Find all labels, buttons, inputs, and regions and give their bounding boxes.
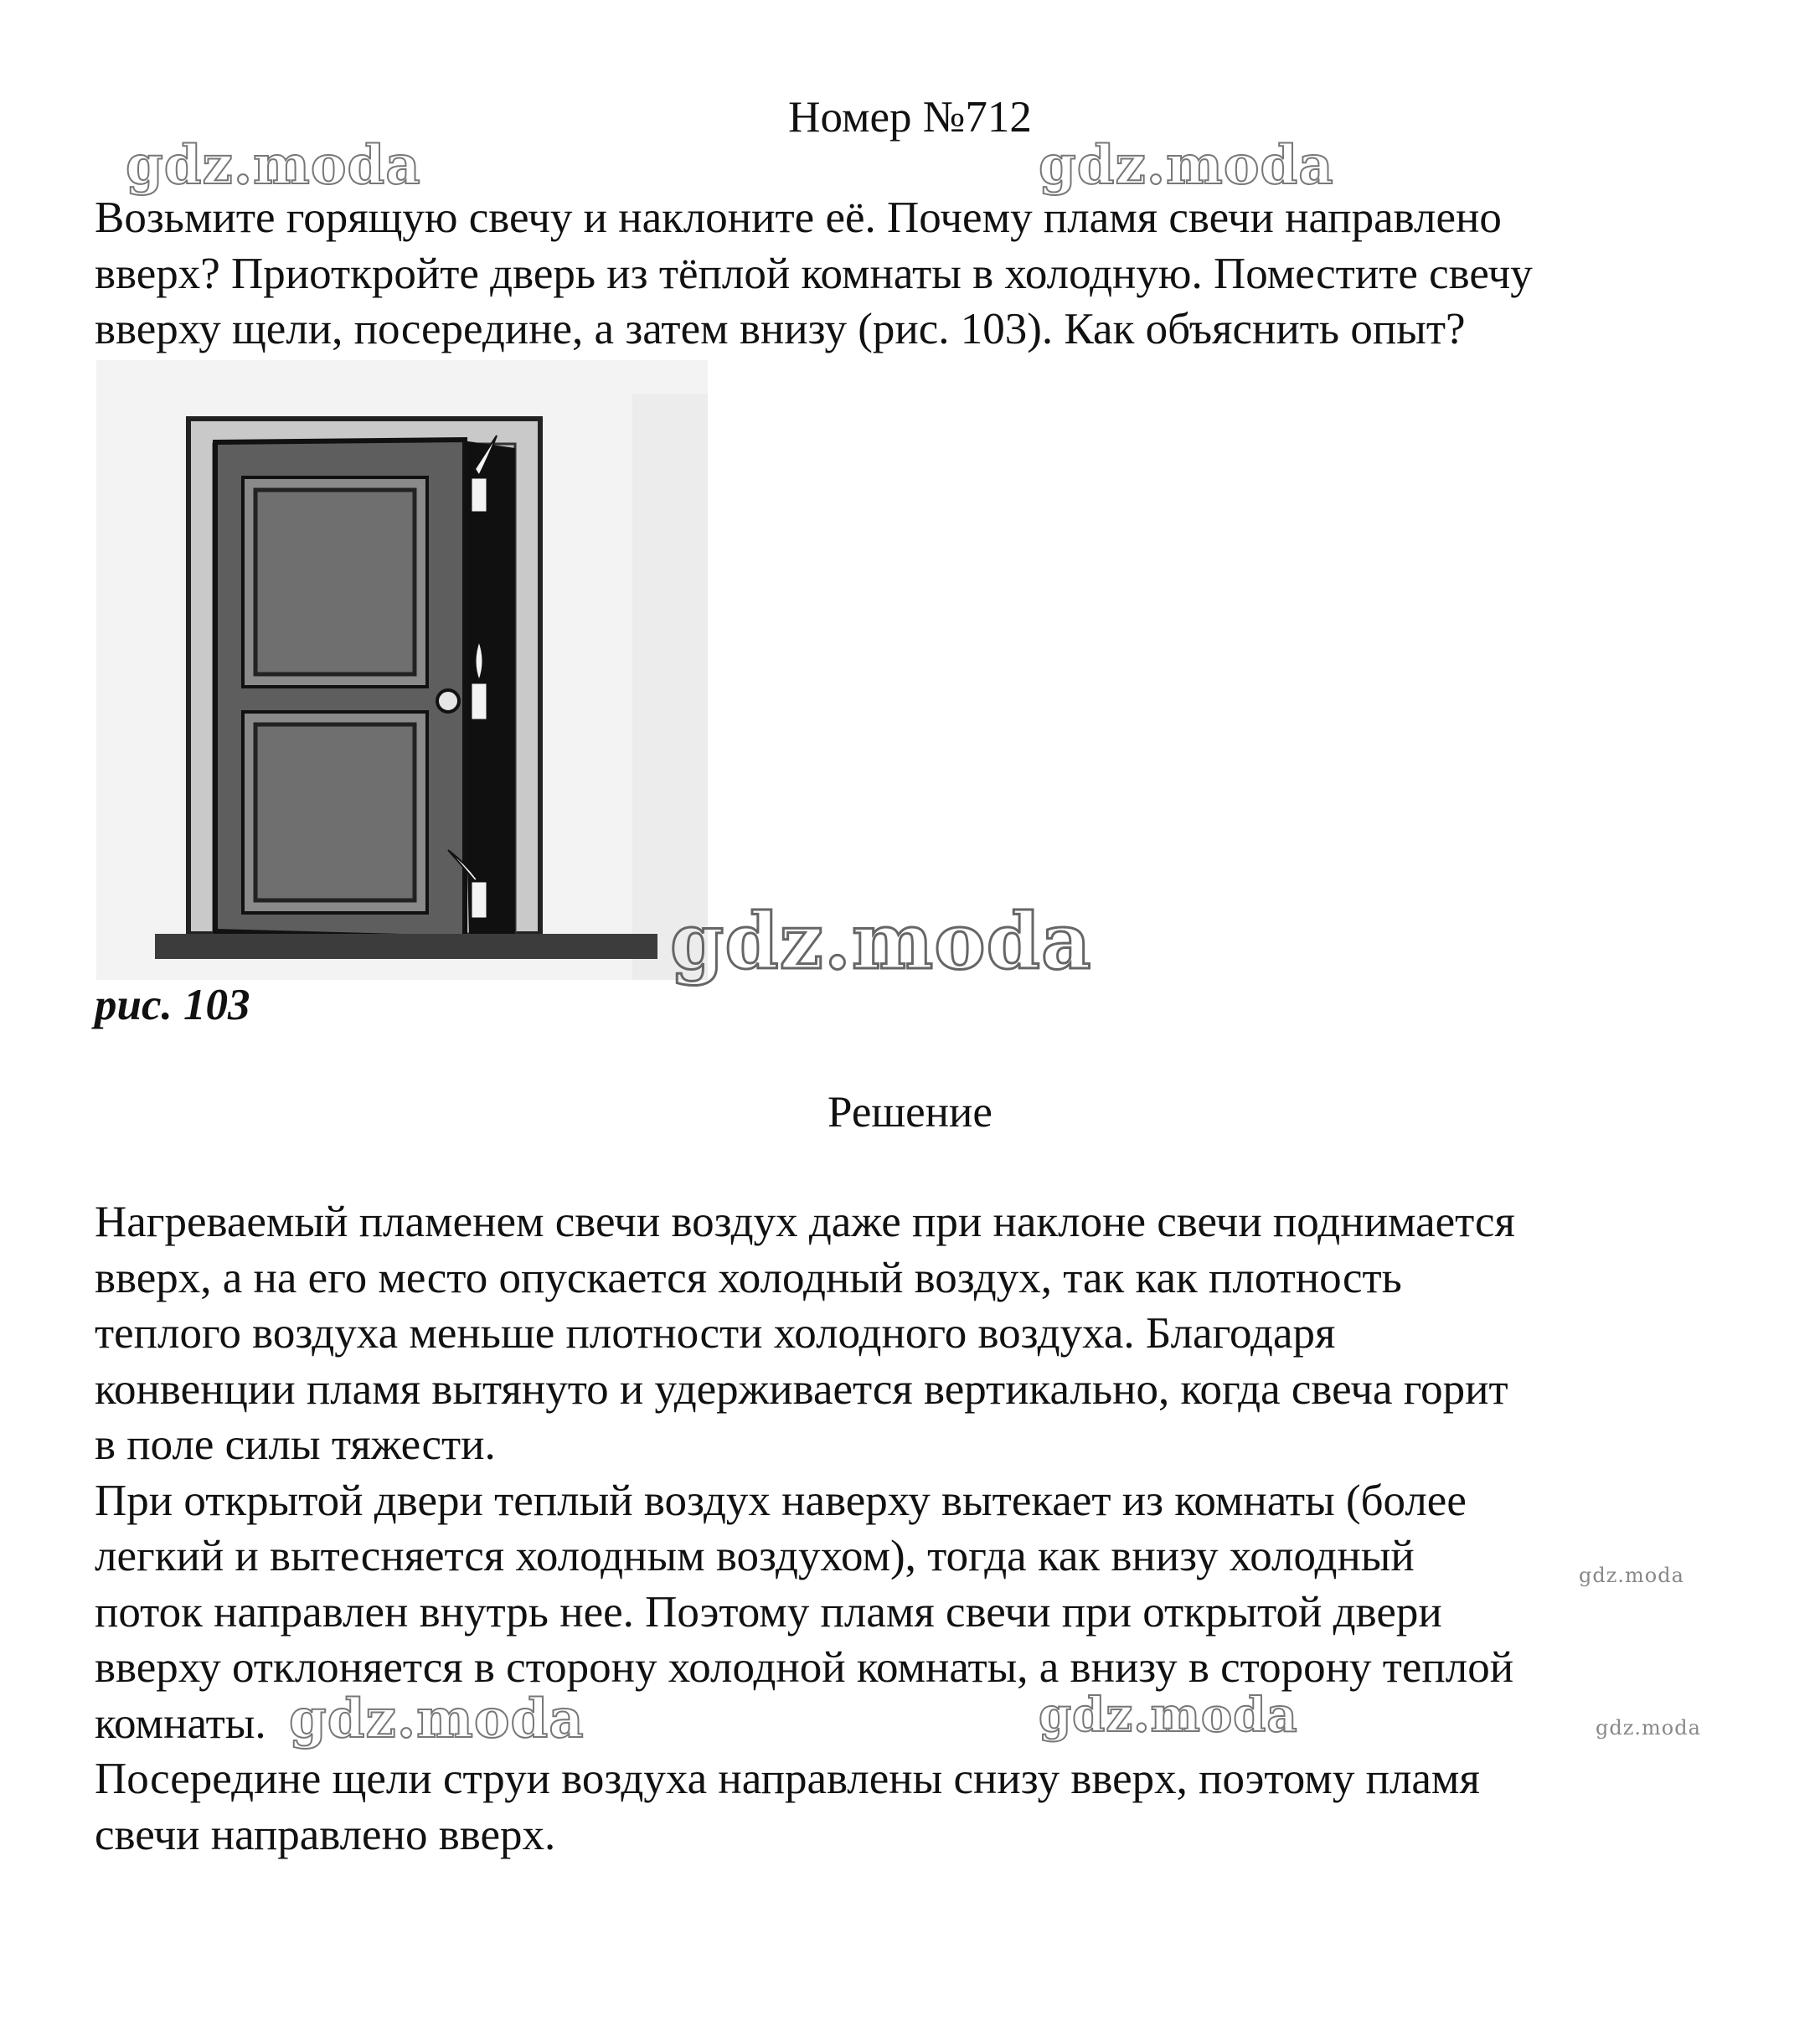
solution-line: вверх, а на его место опускается холодный воздух, так как плотность xyxy=(95,1253,1402,1302)
watermark: gdz.moda xyxy=(670,896,1092,987)
solution-line: конвенции пламя вытянуто и удерживается вертикально, когда свеча горит xyxy=(95,1364,1508,1414)
solution-heading: Решение xyxy=(828,1088,992,1137)
solution-line: При открытой двери теплый воздух наверху вытекает из комнаты (более xyxy=(95,1476,1467,1525)
solution-line: Посередине щели струи воздуха направлены снизу вверх, поэтому пламя xyxy=(95,1755,1480,1803)
solution-text xyxy=(95,1194,1761,1863)
solution-line: Нагреваемый пламенем свечи воздух даже при наклоне свечи поднимается xyxy=(95,1198,1515,1246)
solution-line: теплого воздуха меньше плотности холодного воздуха. Благодаря xyxy=(95,1309,1336,1358)
watermark: gdz.moda xyxy=(1039,1688,1298,1743)
solution-line: комнаты. xyxy=(95,1698,266,1748)
problem-line: вверх? Приоткройте дверь из тёплой комнаты в холодную. Поместите свечу xyxy=(95,249,1533,298)
solution-line: вверху отклоняется в сторону холодной комнаты, а внизу в сторону теплой xyxy=(95,1643,1514,1692)
solution-line: свечи направлено вверх. xyxy=(95,1810,556,1859)
solution-line: легкий и вытесняется холодным воздухом), тогда как внизу холодный xyxy=(95,1532,1415,1580)
watermark: gdz.moda xyxy=(1579,1564,1684,1587)
problem-line: Возьмите горящую свечу и наклоните её. Почему пламя свечи направлено xyxy=(95,193,1502,242)
solution-line: в поле силы тяжести. xyxy=(95,1420,496,1469)
problem-text xyxy=(95,190,1761,358)
watermark: gdz.moda xyxy=(1039,134,1334,197)
watermark: gdz.moda xyxy=(126,134,421,197)
watermark: gdz.moda xyxy=(1596,1716,1701,1740)
solution-line: поток направлен внутрь нее. Поэтому пламя свечи при открытой двери xyxy=(95,1587,1442,1637)
problem-line: вверху щели, посередине, а затем внизу (рис. 103). Как объяснить опыт? xyxy=(95,305,1466,353)
watermark: gdz.moda xyxy=(289,1688,585,1750)
page-title: Номер №712 xyxy=(788,93,1032,142)
figure-caption: рис. 103 xyxy=(95,981,250,1029)
door-with-candles-illustration xyxy=(96,360,708,980)
